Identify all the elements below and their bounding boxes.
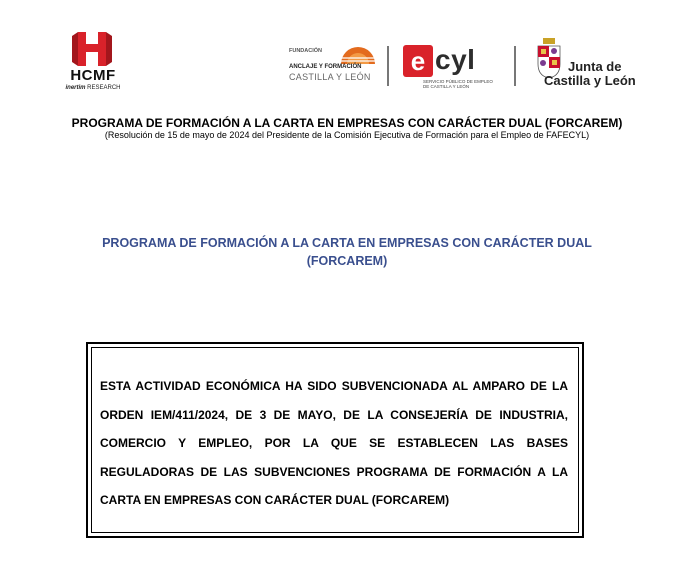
junta-line1: Junta de [568,59,622,74]
fundacion-line3: CASTILLA Y LEÓN [289,72,371,82]
fundacion-logo [289,44,379,86]
ecyl-text: cyl [435,44,476,75]
hcmf-sub: inertim RESEARCH [65,85,121,91]
document-title: PROGRAMA DE FORMACIÓN A LA CARTA EN EMPRESAS CON CARÁCTER DUAL (FORCAREM) [71,116,623,130]
document-subtitle: (Resolución de 15 de mayo de 2024 del Presidente de la Comisión Ejecutiva de Formación para el Empleo de FAFECYL) [104,130,590,140]
svg-text:e: e [410,46,426,76]
notice-text: ESTA ACTIVIDAD ECONÓMICA HA SIDO SUBVENCIONADA AL AMPARO DE LA ORDEN IEM/411/2024, DE 3 DE MAYO, DE LA CONSEJERÍA DE INDUSTRIA, COMERCIO Y EMPLEO, POR LA QUE SE ESTABLECEN LAS BASES REGULADORAS DE LAS SUBVENCIONES PROGRAMA DE FORMACIÓN A LA CARTA EN EMPRESAS CON CARÁCTER DUAL (FORCAREM) [100,379,568,508]
fundacion-line2: ANCLAJE Y FORMACIÓN [289,64,362,70]
hcmf-mark-icon [68,30,116,68]
logo-divider [387,46,389,86]
hcmf-logo [62,30,124,98]
junta-logo [526,38,636,90]
sunrise-icon [339,44,377,64]
junta-line2: Castilla y León [544,73,636,88]
ecyl-small-text: SERVICIO PÚBLICO DE EMPLEO DE CASTILLA Y LEÓN [423,79,493,89]
ecyl-e-icon [403,45,433,77]
logo-bar [0,0,694,100]
fundacion-line1: FUNDACIÓN [289,48,322,54]
coat-of-arms-icon [536,38,562,78]
program-title: PROGRAMA DE FORMACIÓN A LA CARTA EN EMPRESAS CON CARÁCTER DUAL (FORCAREM) [102,236,592,268]
notice-box [86,342,584,538]
logo-divider [514,46,516,86]
ecyl-logo [403,45,501,90]
hcmf-name: HCMF [70,67,116,84]
